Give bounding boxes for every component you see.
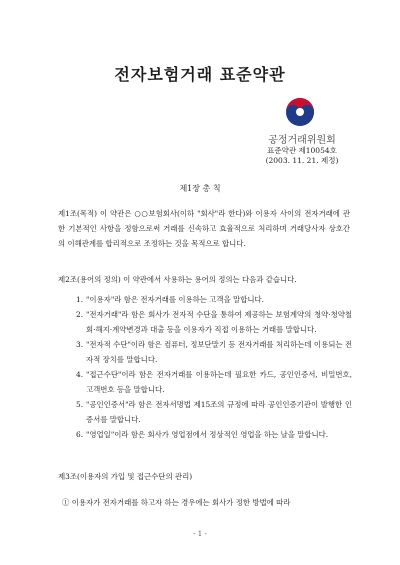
document-title: 전자보험거래 표준약관 xyxy=(114,65,286,84)
list-item xyxy=(76,307,352,337)
list-item-number: 4. xyxy=(76,370,84,379)
list-item-text: "이용자"라 함은 전자거래를 이용하는 고객을 말합니다. xyxy=(86,295,264,304)
list-item-text: "전자적 수단"이라 함은 컴퓨터, 정보단말기 등 전자거래를 처리하는데 이용되는 전자적 장치를 말합니다. xyxy=(86,340,352,364)
list-item-number: 1. xyxy=(76,295,84,304)
list-item-text: "전자거래"라 함은 회사가 전자적 수단을 통하여 제공하는 보험계약의 청약·청약철회·해지·계약변경과 대출 등을 이용자가 직접 이용하는 거래를 말합니다. xyxy=(86,310,352,334)
doc-date: (2003. 11. 21. 제정) xyxy=(265,156,339,165)
article-3-heading: 제3조(이용자의 가입 및 접근수단의 관리) xyxy=(58,472,193,481)
list-item-text: "영업일"이라 함은 회사가 영업점에서 정상적인 영업을 하는 날을 말합니다. xyxy=(86,430,329,439)
list-item-text: "접근수단"이라 함은 전자거래를 이용하는데 필요한 카드, 공인인증서, 비밀번호, 고객번호 등을 말합니다. xyxy=(86,370,352,394)
list-item-number: 5. xyxy=(76,400,84,409)
doc-number: 표준약관 제10054호 xyxy=(267,146,337,155)
list-item xyxy=(76,427,352,442)
article-1: 제1조(목적) 이 약관은 ○○보험회사(이하 "회사"라 한다)와 이용자 사이의 전자거래에 관한 기본적인 사항을 정함으로써 거래를 신속하고 효율적으로 처리하며 거래당사자 상호간의 이해관계를 합리적으로 조정하는 것을 목적으로 합니다. xyxy=(58,209,350,248)
page-number: - 1 - xyxy=(193,530,207,538)
org-name: 공정거래위원회 xyxy=(268,135,336,146)
definition-list xyxy=(76,292,352,442)
article-3-item-1: ① 이용자가 전자거래를 하고자 하는 경우에는 회사가 정한 방법에 따라 xyxy=(62,498,291,507)
list-item xyxy=(76,292,352,307)
list-item-number: 2. xyxy=(76,310,84,319)
list-item xyxy=(76,397,352,427)
list-item xyxy=(76,337,352,367)
list-item-text: "공인인증서"라 함은 전자서명법 제15조의 규정에 따라 공인인증기관이 발행한 인증서를 말합니다. xyxy=(86,400,352,424)
list-item-number: 6. xyxy=(76,430,84,439)
chapter-heading: 제1장 총 칙 xyxy=(179,184,221,193)
list-item xyxy=(76,367,352,397)
article-2: 제2조(용어의 정의) 이 약관에서 사용하는 용어의 정의는 다음과 같습니다. xyxy=(58,275,297,284)
government-taegeuk-emblem-icon xyxy=(284,96,316,128)
list-item-number: 3. xyxy=(76,340,84,349)
